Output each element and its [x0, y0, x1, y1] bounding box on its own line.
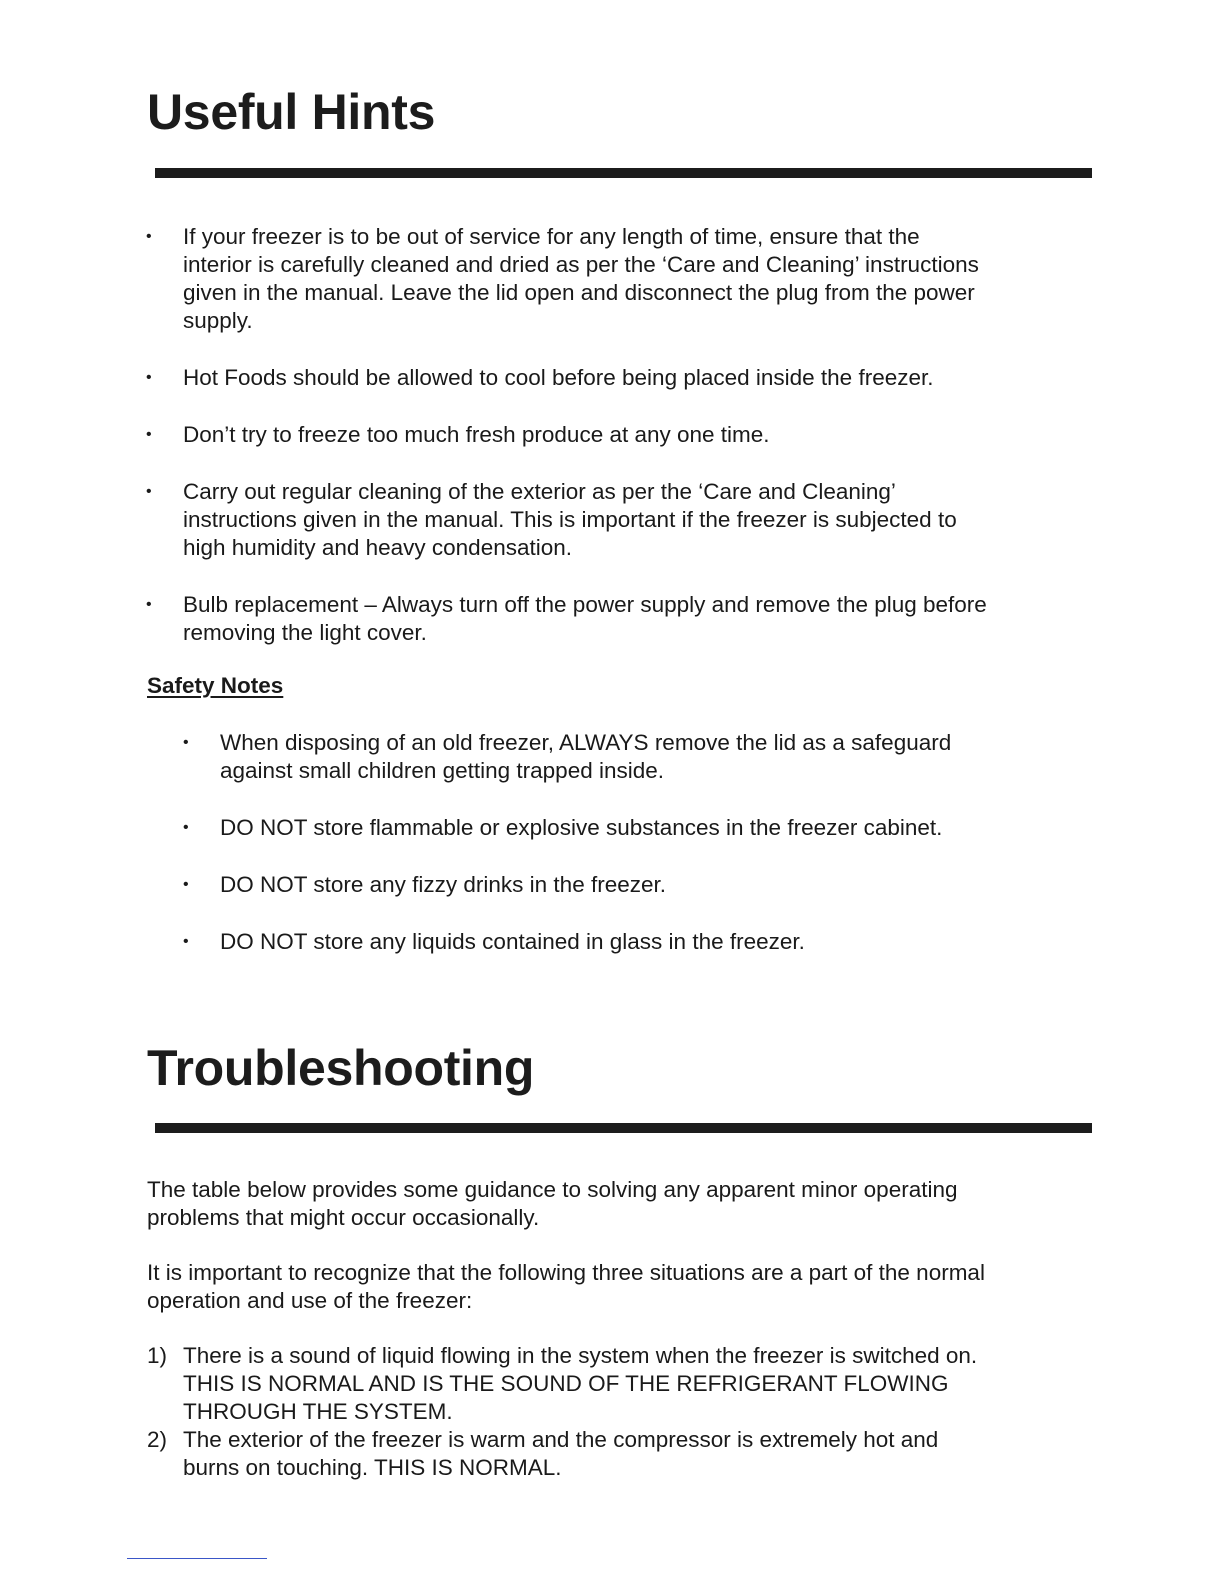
situation-1-line-3: THROUGH THE SYSTEM.	[183, 1399, 453, 1424]
situation-number: 1)	[147, 1343, 168, 1368]
safety-notes-heading: Safety Notes	[147, 673, 284, 698]
safety-1-line-1: When disposing of an old freezer, ALWAYS remove the lid as a safeguard	[220, 730, 952, 755]
bullet-icon: •	[146, 596, 152, 613]
safety-3-line-1: DO NOT store any fizzy drinks in the freezer.	[220, 872, 666, 897]
hint-item-5	[146, 591, 1076, 647]
hint-3-line-1: Don’t try to freeze too much fresh produce at any one time.	[183, 422, 770, 447]
bullet-icon: •	[183, 734, 189, 751]
footer-link-underline[interactable]	[127, 1558, 267, 1559]
intro-line-2: problems that might occur occasionally.	[147, 1205, 540, 1230]
hint-item-4	[146, 478, 1076, 562]
intro-line-1: The table below provides some guidance to solving any apparent minor operating	[147, 1177, 958, 1202]
hint-1-line-2: interior is carefully cleaned and dried as per the ‘Care and Cleaning’ instructions	[183, 252, 979, 277]
useful-hints-divider	[155, 168, 1092, 178]
hint-1-line-4: supply.	[183, 308, 253, 333]
bullet-icon: •	[183, 933, 189, 950]
bullet-icon: •	[146, 483, 152, 500]
situation-number: 2)	[147, 1427, 168, 1452]
hint-item-3	[146, 421, 1076, 449]
bullet-icon: •	[183, 876, 189, 893]
situation-item-1	[147, 1342, 1067, 1426]
bullet-icon: •	[146, 426, 152, 443]
safety-2-line-1: DO NOT store flammable or explosive substances in the freezer cabinet.	[220, 815, 943, 840]
hint-5-line-1: Bulb replacement – Always turn off the power supply and remove the plug before	[183, 592, 987, 617]
bullet-icon: •	[183, 819, 189, 836]
safety-item-2	[183, 814, 1073, 842]
situation-1-line-2: THIS IS NORMAL AND IS THE SOUND OF THE REFRIGERANT FLOWING	[183, 1371, 949, 1396]
hint-1-line-3: given in the manual. Leave the lid open and disconnect the plug from the power	[183, 280, 975, 305]
normal-situations-list	[147, 1342, 1067, 1482]
situation-2-line-2: burns on touching. THIS IS NORMAL.	[183, 1455, 562, 1480]
safety-item-1	[183, 729, 1073, 785]
bullet-icon: •	[146, 369, 152, 386]
hint-item-2	[146, 364, 1076, 392]
troubleshooting-intro	[147, 1176, 1067, 1232]
hint-4-line-1: Carry out regular cleaning of the exterior as per the ‘Care and Cleaning’	[183, 479, 896, 504]
safety-1-line-2: against small children getting trapped inside.	[220, 758, 665, 783]
safety-notes-list	[183, 729, 1073, 956]
safety-item-4	[183, 928, 1073, 956]
hint-4-line-3: high humidity and heavy condensation.	[183, 535, 573, 560]
troubleshooting-divider	[155, 1123, 1092, 1133]
hint-2-line-1: Hot Foods should be allowed to cool before being placed inside the freezer.	[183, 365, 934, 390]
safety-item-3	[183, 871, 1073, 899]
safety-4-line-1: DO NOT store any liquids contained in glass in the freezer.	[220, 929, 805, 954]
useful-hints-list	[146, 223, 1076, 647]
hint-5-line-2: removing the light cover.	[183, 620, 427, 645]
important-line-2: operation and use of the freezer:	[147, 1288, 473, 1313]
troubleshooting-heading: Troubleshooting	[147, 1040, 535, 1096]
situation-item-2	[147, 1426, 1067, 1482]
situation-1-line-1: There is a sound of liquid flowing in the system when the freezer is switched on.	[183, 1343, 978, 1368]
hint-4-line-2: instructions given in the manual. This is important if the freezer is subjected to	[183, 507, 957, 532]
important-line-1: It is important to recognize that the following three situations are a part of the normal	[147, 1260, 985, 1285]
bullet-icon: •	[146, 228, 152, 245]
situation-2-line-1: The exterior of the freezer is warm and the compressor is extremely hot and	[183, 1427, 939, 1452]
troubleshooting-important-note	[147, 1259, 1067, 1315]
hint-item-1	[146, 223, 1076, 335]
hint-1-line-1: If your freezer is to be out of service for any length of time, ensure that the	[183, 224, 920, 249]
useful-hints-heading: Useful Hints	[147, 84, 436, 140]
